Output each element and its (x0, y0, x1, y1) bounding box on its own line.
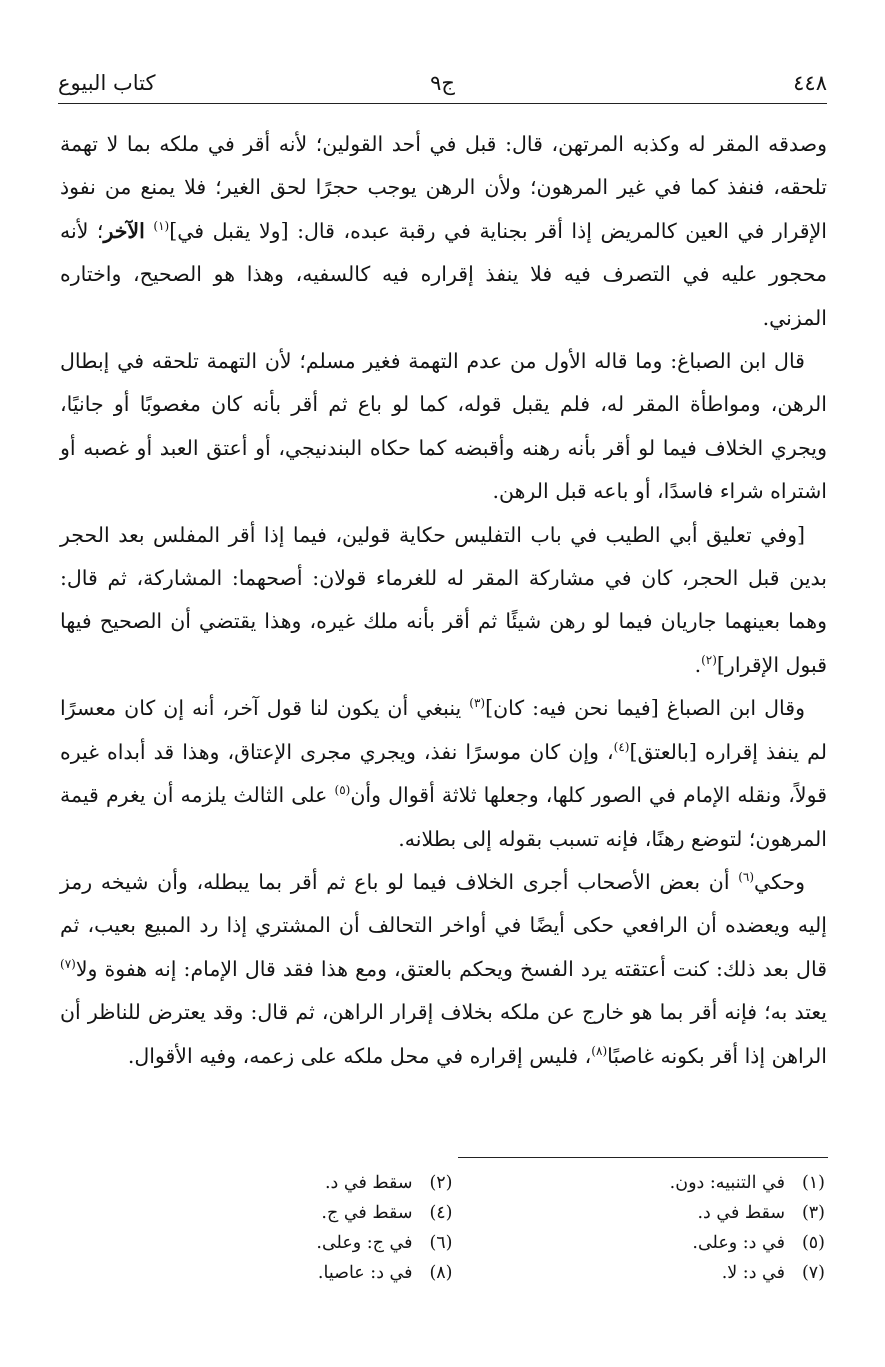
footnote-divider (458, 1157, 828, 1158)
footnote-marker: (١) (153, 218, 170, 233)
paragraph-5: وحكي$^{(٦)}$ أن بعض الأصحاب أجرى الخلاف فيما لو باع ثم أقر بما يبطله، وأن شيخه رمز إليه ويعضده أن الرافعي حكى أيضًا في أواخر التحالف أن المشتري إذا رد المبيع بعيب، ثم قال بعد ذلك: كنت أعتقته يرد الفسخ ويحكم بالعتق، ومع هذا فقد قال الإمام: إنه هفوة ولا$^{(٧)}$ يعتد به؛ فإنه أقر بما هو خارج عن ملكه بخلاف إقرار الراهن، ثم قال: وقد يعترض للناظر أن الراهن إذا أقر بكونه غاصبًا$^{(٨)}$، فليس إقراره في محل ملكه على زعمه، وفيه الأقوال. (60, 869, 827, 1068)
paragraph-2: قال ابن الصباغ: وما قاله الأول من عدم التهمة فغير مسلم؛ لأن التهمة تلحقه في إبطال الرهن، ومواطأة المقر له، فلم يقبل قوله، كما لو باع ثم أقر بأنه كان مغصوبًا أو جانيًا، ويجري الخلاف فيما لو أقر بأنه رهنه وأقبضه كما حكاه البندنيجي، أو أعتق العبد أو غصبه أو اشتراه شراء فاسدًا، أو باعه قبل الرهن. (60, 349, 827, 504)
footnote-marker: (٧) (60, 956, 76, 971)
footnote-marker: (٦) (738, 870, 755, 885)
bold-term: الآخر (103, 218, 145, 243)
page-header (58, 66, 827, 100)
footnote-marker: (٥) (334, 783, 351, 798)
footnote-marker: (٢) (701, 653, 717, 668)
footnote-1: (١)في التنبيه: دون. (669, 1173, 825, 1193)
footnote-marker: (٣) (469, 696, 486, 711)
footnote-row (80, 1198, 825, 1228)
footnote-marker: (٨) (591, 1043, 608, 1058)
footnote-6: (٦)في ج: وعلى. (316, 1233, 453, 1253)
footnote-row (80, 1228, 825, 1258)
footnote-3: (٣)سقط في د. (697, 1203, 825, 1223)
page-number: ٤٤٨ (793, 71, 827, 95)
footnote-5: (٥)في د: وعلى. (692, 1233, 825, 1253)
footnote-8: (٨)في د: عاصيا. (317, 1263, 453, 1283)
volume-label: ج٩ (430, 71, 455, 95)
footnotes (80, 1168, 825, 1288)
header-divider (58, 103, 827, 104)
footnote-marker: (٤) (613, 739, 630, 754)
footnote-4: (٤)سقط في ج. (321, 1203, 453, 1223)
paragraph-3: [وفي تعليق أبي الطيب في باب التفليس حكاية قولين، فيما إذا أقر المفلس بعد الحجر بدين قبل الحجر، كان في مشاركة المقر له للغرماء قولان: أصحهما: المشاركة، ثم قال: وهما بعينهما جاريان فيما لو رهن شيئًا ثم أقر بأنه ملك غيره، وهذا يقتضي أن الصحيح فيها قبول الإقرار]$^{(٢)}$. (60, 522, 827, 677)
footnote-2: (٢)سقط في د. (324, 1173, 453, 1193)
footnote-row (80, 1258, 825, 1288)
paragraph-1: وصدقه المقر له وكذبه المرتهن، قال: قبل في أحد القولين؛ لأنه أقر في ملكه بما لا تهمة تلحقه، فنفذ كما في غير المرهون؛ ولأن الرهن يوجب حجرًا لحق الغير؛ فلا يمنع من نفوذ الإقرار في العين كالمريض إذا أقر بجناية في رقبة عبده، قال: [ولا يقبل في]$^{(١)}$ الآخر؛ لأنه محجور عليه في التصرف فيه فلا ينفذ إقراره فيه كالسفيه، وهذا هو الصحيح، واختاره المزني. (60, 132, 827, 330)
book-title: كتاب البيوع (58, 71, 156, 95)
main-text (60, 123, 827, 1078)
footnote-7: (٧)في د: لا. (721, 1263, 825, 1283)
paragraph-4: وقال ابن الصباغ [فيما نحن فيه: كان]$^{(٣)}$ ينبغي أن يكون لنا قول آخر، أنه إن كان معسرًا لم ينفذ إقراره [بالعتق]$^{(٤)}$، وإن كان موسرًا نفذ، ويجري مجرى الإعتاق، وهذا قد أبداه غيره قولاً، ونقله الإمام في الصور كلها، وجعلها ثلاثة أقوال وأن$^{(٥)}$ على الثالث يلزمه أن يغرم قيمة المرهون؛ لتوضع رهنًا، فإنه تسبب بقوله إلى بطلانه. (60, 696, 828, 851)
footnote-row (80, 1168, 825, 1198)
